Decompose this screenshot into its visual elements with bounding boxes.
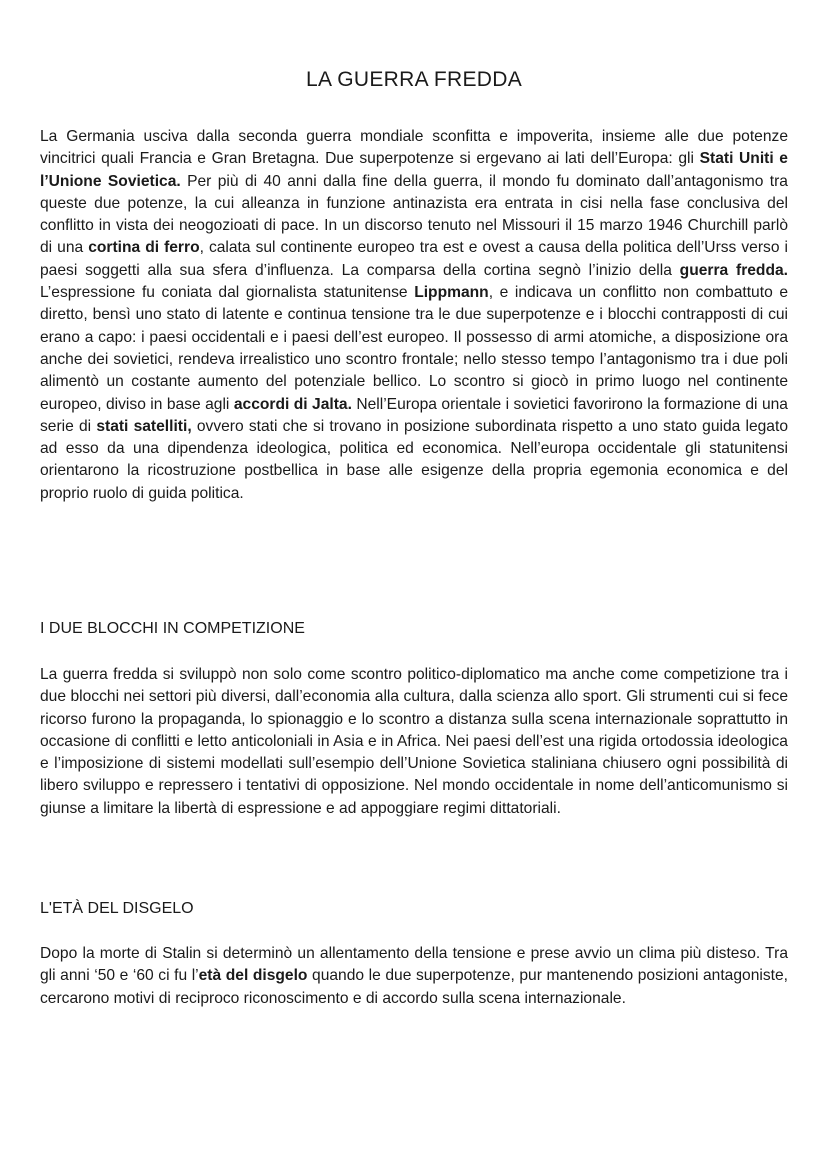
bold-text-run: Stati Uniti e l’Unione Sovietica. xyxy=(40,150,788,190)
bold-text-run: cortina di ferro xyxy=(88,239,200,257)
text-run: , e indicava un conflitto non combattuto e diretto, bensì uno stato di latente e continua tensione tra le due superpotenze e i blocchi contrapposti di cui erano a capo: i paesi occidentali e i paesi dell’est europeo. Il possesso di armi atomiche, a disposizione ora anche dei sovietici, rendeva irrealistico uno scontro frontale; nello stesso tempo l’antagonismo tra i due poli alimentò un costante aumento del potenziale bellico. Lo scontro si giocò in primo luogo nel continente europeo, diviso in base agli xyxy=(40,284,789,413)
page-title: LA GUERRA FREDDA xyxy=(305,68,523,91)
bold-text-run: accordi di Jalta. xyxy=(233,395,352,413)
text-run: La guerra fredda si sviluppò non solo come scontro politico-diplomatico ma anche come competizione tra i due blocchi nei settori più diversi, dall’economia alla cultura, dalla scienza allo sport. Gli strumenti cui si fece ricorso furono la propaganda, lo spionaggio e lo scontro a distanza sulla scena internazionale soprattutto in occasione di conflitti e letto anticoloniali in Asia e in Africa. Nei paesi dell’est una rigida ortodossia ideologica e l’imposizione di sistemi modellati sull’esempio dell’Unione Sovietica staliniana chiusero ogni possibilità di libero sviluppo e repressero i tentativi di opposizione. Nel mondo occidentale in nome dell’anticomunismo si giunse a limitare la libertà di espressione e ad appoggiare regimi dittatoriali. xyxy=(40,666,788,817)
bold-text-run: stati satelliti, xyxy=(96,417,192,435)
blocchi-paragraph xyxy=(40,664,788,820)
text-run: Per più di 40 anni dalla fine della guerra, il mondo fu dominato dall’antagonismo tra queste due potenze, la cui alleanza in funzione antinazista era entrata in cisi nella fase conclusiva del conflitto in vista dei neogozioati di pace. In un discorso tenuto nel Missouri il 15 marzo 1946 Churchill parlò di una xyxy=(40,172,788,257)
text-run: quando le due superpotenze, pur mantenendo posizioni antagoniste, cercarono motivi di reciproco riconoscimento e di accordo sulla scena internazionale. xyxy=(40,967,788,1007)
section-heading-blocchi: I DUE BLOCCHI IN COMPETIZIONE xyxy=(40,620,305,637)
bold-text-run: guerra fredda. xyxy=(679,261,788,279)
bold-text-run: età del disgelo xyxy=(198,967,308,985)
text-run: L’espressione fu coniata dal giornalista statunitense xyxy=(40,284,415,302)
text-run: , calata sul continente europeo tra est e ovest a causa della politica dell’Urss verso i paesi soggetti alla sua sfera d’influenza. La comparsa della cortina segnò l’inizio della xyxy=(40,239,788,279)
text-run: La Germania usciva dalla seconda guerra mondiale sconfitta e impoverita, insieme alle due potenze vincitrici quali Francia e Gran Bretagna. Due superpotenze si ergevano ai lati dell’Europa: gli xyxy=(40,128,788,168)
section-heading-disgelo: L'ETÀ DEL DISGELO xyxy=(40,900,194,917)
disgelo-paragraph xyxy=(40,943,788,1010)
bold-text-run: Lippmann xyxy=(414,284,489,302)
text-run: ovvero stati che si trovano in posizione subordinata rispetto a uno stato guida legato ad esso da una dipendenza ideologica, politica ed economica. Nell’europa occidentale gli statunitensi orientarono la ricostruzione postbellica in base alle esigenze della propria egemonia economica e del proprio ruolo di guida politica. xyxy=(40,417,788,502)
intro-paragraph xyxy=(40,126,788,505)
text-run: Nell’Europa orientale i sovietici favorirono la formazione di una serie di xyxy=(40,395,788,435)
text-run: Dopo la morte di Stalin si determinò un allentamento della tensione e prese avvio un clima più disteso. Tra gli anni ‘50 e ‘60 ci fu l’ xyxy=(40,945,788,985)
